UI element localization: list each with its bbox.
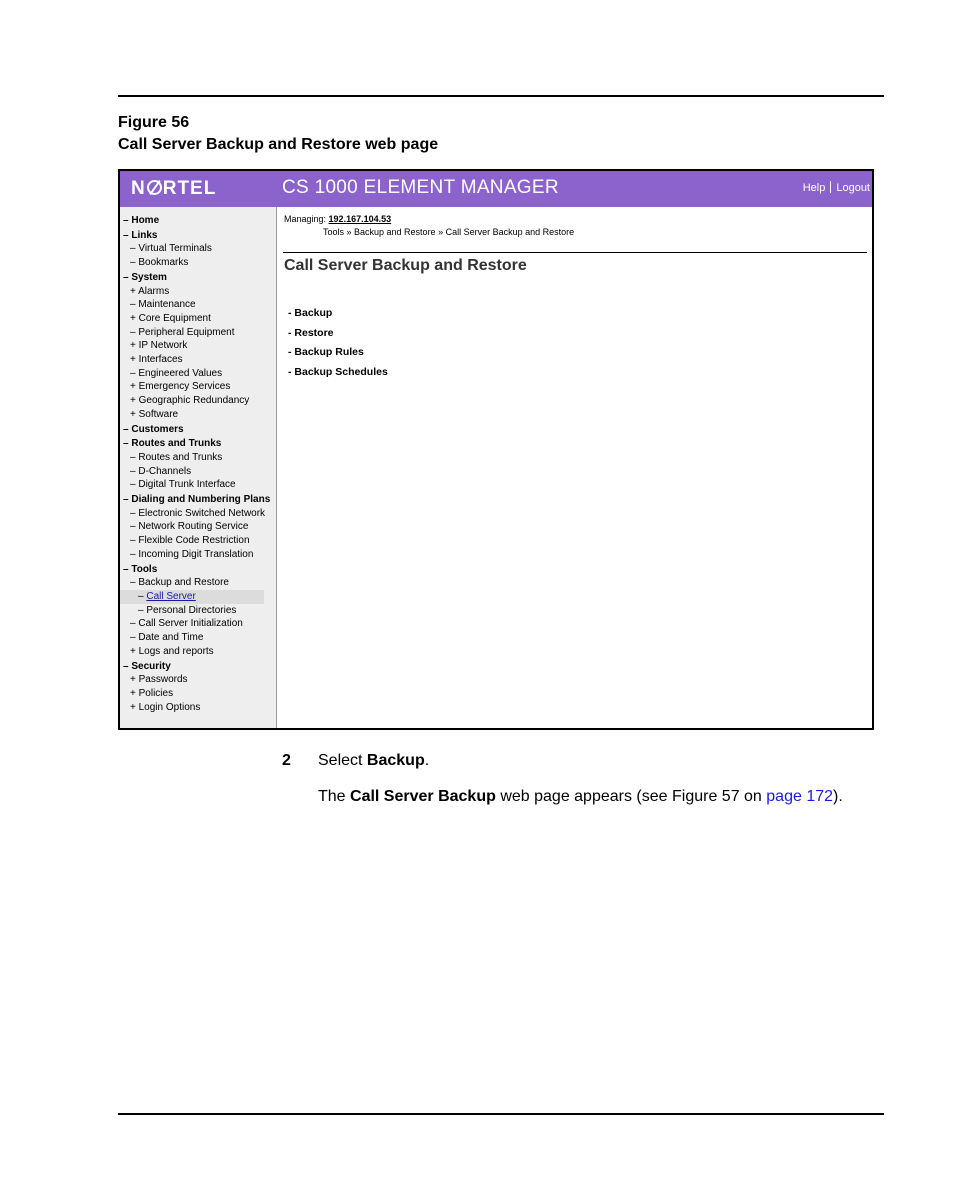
sidebar-item-call-server[interactable] <box>120 590 264 604</box>
link-separator <box>830 181 831 193</box>
sidebar-item-prefix: + <box>130 312 136 324</box>
result-paragraph <box>318 786 858 808</box>
sidebar-item-label: System <box>131 271 167 283</box>
sidebar-item-prefix: – <box>138 590 144 602</box>
sidebar-item-prefix: + <box>130 285 136 297</box>
sidebar-item-prefix: – <box>130 367 136 379</box>
sidebar-item-bookmarks[interactable] <box>120 256 276 270</box>
sidebar-item-emergency-services[interactable] <box>120 380 276 394</box>
sidebar-item-peripheral-equipment[interactable] <box>120 326 276 340</box>
sidebar-item-prefix: + <box>130 354 136 366</box>
sidebar-item-label: Passwords <box>138 674 188 686</box>
sidebar-item-prefix: – <box>130 577 136 589</box>
sidebar-item-maintenance[interactable] <box>120 298 276 312</box>
sidebar-item-interfaces[interactable] <box>120 353 276 367</box>
backup-link[interactable] <box>288 304 388 324</box>
sidebar-item-label: Routes and Trunks <box>138 451 223 463</box>
sidebar-item-prefix: – <box>130 535 136 547</box>
sidebar-item-customers[interactable] <box>120 423 276 437</box>
sidebar-item-label: Login Options <box>138 701 201 713</box>
sidebar-item-label: Call Server <box>146 590 196 602</box>
action-links <box>288 304 388 382</box>
sidebar-item-prefix: – <box>123 438 129 450</box>
logo-text-start: N <box>131 178 146 199</box>
link-label: Restore <box>294 326 334 339</box>
sidebar-item-label: Software <box>138 408 179 420</box>
managing-line <box>284 214 391 224</box>
sidebar-item-passwords[interactable] <box>120 673 276 687</box>
sidebar-item-label: Date and Time <box>138 632 204 644</box>
backup-rules-link[interactable] <box>288 343 388 363</box>
sidebar-item-prefix: – <box>130 618 136 630</box>
sidebar-item-ip-network[interactable] <box>120 339 276 353</box>
sidebar-nav <box>120 207 277 728</box>
sidebar-item-label: Peripheral Equipment <box>138 326 235 338</box>
step-instruction <box>318 752 429 770</box>
backup-schedules-link[interactable] <box>288 363 388 383</box>
sidebar-item-geographic-redundancy[interactable] <box>120 394 276 408</box>
para-text-3: ). <box>833 788 843 805</box>
sidebar-item-digital-trunk-interface[interactable] <box>120 478 276 492</box>
sidebar-item-core-equipment[interactable] <box>120 312 276 326</box>
sidebar-item-policies[interactable] <box>120 687 276 701</box>
link-label: Backup Rules <box>294 346 364 358</box>
sidebar-item-system[interactable] <box>120 271 276 285</box>
sidebar-item-prefix: – <box>130 451 136 463</box>
sidebar-item-prefix: + <box>130 408 136 420</box>
sidebar-item-prefix: – <box>130 479 136 491</box>
sidebar-item-routes-and-trunks[interactable] <box>120 451 276 465</box>
sidebar-item-label: Maintenance <box>138 299 196 311</box>
sidebar-item-prefix: – <box>123 271 129 283</box>
sidebar-item-login-options[interactable] <box>120 701 276 715</box>
link-prefix: - <box>288 326 292 339</box>
sidebar-item-label: Virtual Terminals <box>138 243 212 255</box>
link-prefix: - <box>288 307 292 319</box>
sidebar-item-label: D-Channels <box>138 465 192 477</box>
logo-text-end: RTEL <box>162 178 217 199</box>
top-links <box>803 181 870 194</box>
para-text-bold: Call Server Backup <box>350 788 496 805</box>
sidebar-item-prefix: – <box>130 257 136 269</box>
para-text-1: The <box>318 788 351 805</box>
top-rule <box>118 95 884 97</box>
managing-label: Managing: <box>284 214 327 224</box>
sidebar-item-prefix: + <box>130 645 136 657</box>
sidebar-item-incoming-digit-translation[interactable] <box>120 548 276 562</box>
sidebar-item-routes-and-trunks[interactable] <box>120 437 276 451</box>
sidebar-item-label: IP Network <box>138 340 188 352</box>
sidebar-item-label: Digital Trunk Interface <box>138 479 236 491</box>
step-text-end: . <box>424 752 430 769</box>
breadcrumb: Tools » Backup and Restore » Call Server Backup and Restore <box>323 227 575 237</box>
sidebar-item-flexible-code-restriction[interactable] <box>120 534 276 548</box>
sidebar-item-label: Dialing and Numbering Plans <box>131 494 271 506</box>
sidebar-item-logs-and-reports[interactable] <box>120 645 276 659</box>
nav-list <box>120 214 276 714</box>
sidebar-item-alarms[interactable] <box>120 285 276 299</box>
sidebar-item-prefix: + <box>130 381 136 393</box>
figure-number: Figure 56 <box>118 114 190 131</box>
sidebar-item-prefix: – <box>130 521 136 533</box>
step-text-start: Select <box>318 752 367 769</box>
sidebar-item-label: Electronic Switched Network <box>138 507 266 519</box>
sidebar-item-prefix: – <box>130 507 136 519</box>
sidebar-item-label: Policies <box>138 687 174 699</box>
app-banner <box>120 171 872 207</box>
screenshot-frame <box>118 169 874 730</box>
sidebar-item-label: Customers <box>131 423 184 435</box>
sidebar-item-prefix: – <box>123 660 129 672</box>
sidebar-item-prefix: – <box>138 604 144 616</box>
main-content <box>278 207 872 728</box>
logout-link[interactable]: Logout <box>836 182 870 194</box>
managing-ip-link[interactable]: 192.167.104.53 <box>328 214 392 224</box>
sidebar-item-links[interactable] <box>120 229 276 243</box>
sidebar-item-label: Home <box>131 215 160 226</box>
help-link[interactable]: Help <box>802 182 826 194</box>
sidebar-item-prefix: + <box>130 395 136 407</box>
sidebar-item-label: Tools <box>131 563 158 575</box>
sidebar-item-engineered-values[interactable] <box>120 367 276 381</box>
restore-link[interactable] <box>288 324 388 344</box>
sidebar-item-prefix: + <box>130 701 136 713</box>
bottom-rule <box>118 1113 884 1115</box>
sidebar-item-dialing-and-numbering-plans[interactable] <box>120 493 276 507</box>
link-prefix: - <box>288 365 292 378</box>
sidebar-item-security[interactable] <box>120 660 276 674</box>
sidebar-item-prefix: – <box>130 632 136 644</box>
heading-divider <box>283 252 867 253</box>
sidebar-item-label: Network Routing Service <box>138 521 249 533</box>
figure-title: Call Server Backup and Restore web page <box>118 136 439 153</box>
link-label: Backup Schedules <box>294 365 388 378</box>
sidebar-item-prefix: – <box>123 229 129 241</box>
page-reference-link[interactable]: page 172 <box>766 788 834 805</box>
sidebar-item-virtual-terminals[interactable] <box>120 242 276 256</box>
sidebar-item-tools[interactable] <box>120 563 276 577</box>
sidebar-item-label: Links <box>131 229 158 241</box>
sidebar-item-call-server-initialization[interactable] <box>120 617 276 631</box>
sidebar-item-network-routing-service[interactable] <box>120 520 276 534</box>
sidebar-item-backup-and-restore[interactable] <box>120 576 276 590</box>
sidebar-item-label: Incoming Digit Translation <box>138 548 254 560</box>
sidebar-item-label: Bookmarks <box>138 257 189 269</box>
sidebar-item-software[interactable] <box>120 408 276 422</box>
sidebar-item-prefix: – <box>130 299 136 311</box>
sidebar-item-prefix: – <box>123 423 129 435</box>
sidebar-item-label: Alarms <box>138 285 170 297</box>
sidebar-item-date-and-time[interactable] <box>120 631 276 645</box>
sidebar-item-prefix: + <box>130 340 136 352</box>
sidebar-item-label: Interfaces <box>138 354 183 366</box>
link-label: Backup <box>294 307 333 319</box>
sidebar-item-label: Logs and reports <box>138 645 214 657</box>
page-title: Call Server Backup and Restore <box>284 257 527 274</box>
sidebar-item-label: Routes and Trunks <box>131 438 222 450</box>
sidebar-item-d-channels[interactable] <box>120 465 276 479</box>
sidebar-item-prefix: + <box>130 687 136 699</box>
nortel-globe-icon <box>147 180 162 195</box>
sidebar-item-prefix: – <box>123 494 129 506</box>
sidebar-item-prefix: + <box>130 674 136 686</box>
sidebar-item-label: Flexible Code Restriction <box>138 535 250 547</box>
link-prefix: - <box>288 346 292 358</box>
sidebar-item-electronic-switched-network[interactable] <box>120 507 276 521</box>
sidebar-item-label: Emergency Services <box>138 381 231 393</box>
sidebar-item-prefix: – <box>123 563 129 575</box>
sidebar-item-label: Core Equipment <box>138 312 211 324</box>
sidebar-item-label: Call Server Initialization <box>138 618 243 630</box>
sidebar-item-prefix: – <box>130 243 136 255</box>
sidebar-item-label: Engineered Values <box>138 367 223 379</box>
para-text-2: web page appears (see Figure 57 on <box>495 788 767 805</box>
sidebar-item-personal-directories[interactable] <box>120 604 276 618</box>
sidebar-item-home[interactable] <box>120 214 276 228</box>
sidebar-item-label: Personal Directories <box>146 604 237 616</box>
sidebar-item-prefix: – <box>130 465 136 477</box>
sidebar-item-label: Backup and Restore <box>138 577 229 589</box>
nortel-logo <box>131 178 216 200</box>
sidebar-item-label: Geographic Redundancy <box>138 395 250 407</box>
step-number: 2 <box>282 752 291 769</box>
app-title: CS 1000 ELEMENT MANAGER <box>282 177 559 198</box>
sidebar-item-prefix: – <box>123 215 129 226</box>
sidebar-item-prefix: – <box>130 326 136 338</box>
step-text-bold: Backup <box>366 752 425 769</box>
sidebar-item-label: Security <box>131 660 171 672</box>
sidebar-item-prefix: – <box>130 548 136 560</box>
